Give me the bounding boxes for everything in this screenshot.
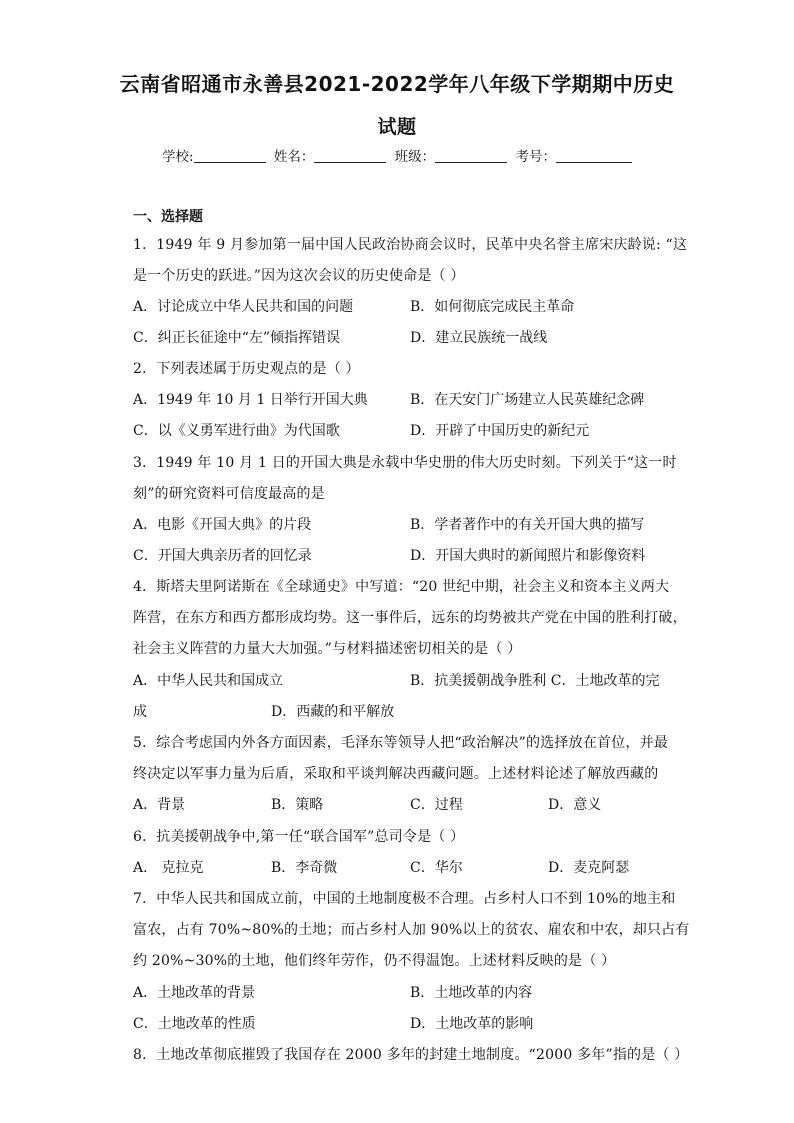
number-field[interactable] [556, 148, 632, 163]
question-7-option-c: C．土地改革的性质 [133, 1016, 256, 1032]
number-label: 考号： [515, 149, 556, 165]
question-4-option-a: A．中华人民共和国成立 [133, 673, 284, 689]
question-2-option-d: D．开辟了中国历史的新纪元 [410, 423, 590, 439]
question-7-text-3: 约 20%~30%的土地，他们终年劳作，仍不得温饱。上述材料反映的是（ ） [133, 953, 616, 969]
question-4-option-c-cont: 成 [133, 704, 147, 720]
question-1-text: 1．1949 年 9 月参加第一届中国人民政治协商会议时，民革中央名誉主席宋庆龄说: “这 [133, 237, 688, 253]
question-4-option-d: D．西藏的和平解放 [271, 704, 395, 720]
question-7-option-b: B．土地改革的内容 [410, 985, 533, 1001]
question-1-option-c: C．纠正长征途中“左”倾指挥错误 [133, 330, 341, 346]
question-5-option-b: B．策略 [271, 797, 324, 813]
question-8-text: 8．土地改革彻底摧毁了我国存在 2000 多年的封建土地制度。“2000 多年”指的是（ ） [133, 1047, 689, 1063]
question-2-option-b: B．在天安门广场建立人民英雄纪念碑 [410, 392, 645, 408]
question-4-text: 4．斯塔夫里阿诺斯在《全球通史》中写道：“20 世纪中期，社会主义和资本主义两大 [133, 579, 670, 595]
question-4-text-3: 社会主义阵营的力量大大加强。”与材料描述密切相关的是（ ） [133, 641, 522, 657]
question-6-option-d: D．麦克阿瑟 [548, 860, 630, 876]
name-field[interactable] [314, 148, 386, 163]
section-heading: 一、选择题 [133, 209, 203, 225]
question-1-option-b: B．如何彻底完成民主革命 [410, 299, 575, 315]
question-3-text: 3．1949 年 10 月 1 日的开国大典是永载中华史册的伟大历史时刻。下列关于“这一时 [133, 455, 677, 471]
question-5-text: 5．综合考虑国内外各方面因素，毛泽东等领导人把“政治解决”的选择放在首位，并最 [133, 735, 669, 751]
question-3-option-a: A．电影《开国大典》的片段 [133, 517, 312, 533]
question-7-text-2: 富农，占有 70%~80%的土地；而占乡村人加 90%以上的贫农、雇农和中农，却只占有 [133, 922, 690, 938]
name-label: 姓名： [273, 149, 315, 165]
question-1-option-a: A．讨论成立中华人民共和国的问题 [133, 299, 354, 315]
question-3-option-d: D．开国大典时的新闻照片和影像资料 [410, 548, 646, 564]
question-2-option-a: A．1949 年 10 月 1 日举行开国大典 [133, 392, 368, 408]
question-4-option-bc: B．抗美援朝战争胜利 C．土地改革的完 [410, 673, 660, 689]
question-6-option-c: C．华尔 [410, 860, 463, 876]
question-7-option-a: A．土地改革的背景 [133, 985, 256, 1001]
student-info-row [0, 145, 794, 165]
question-3-option-b: B．学者著作中的有关开国大典的描写 [410, 517, 645, 533]
class-field[interactable] [435, 148, 507, 163]
question-1-text-2: 是一个历史的跃进。”因为这次会议的历史使命是（ ） [133, 268, 465, 284]
question-5-option-d: D．意义 [548, 797, 602, 813]
question-3-option-c: C．开国大典亲历者的回忆录 [133, 548, 312, 564]
school-label: 学校: [162, 149, 194, 165]
question-4-text-2: 阵营，在东方和西方都形成均势。这一事件后，远东的均势被共产党在中国的胜利打破， [133, 610, 687, 626]
question-6-option-b: B．李奇微 [271, 860, 338, 876]
question-7-text: 7．中华人民共和国成立前，中国的土地制度极不合理。占乡村人口不到 10%的地主和 [133, 891, 676, 907]
question-1-option-d: D．建立民族统一战线 [410, 330, 548, 346]
page-title: 云南省昭通市永善县2021-2022学年八年级下学期期中历史 [119, 72, 675, 96]
question-5-text-2: 终决定以军事力量为后盾，采取和平谈判解决西藏问题。上述材料论述了解放西藏的 [133, 766, 659, 782]
page-title-line2: 试题 [377, 116, 417, 138]
question-2-option-c: C．以《义勇军进行曲》为代国歌 [133, 423, 340, 439]
question-5-option-a: A．背景 [133, 797, 186, 813]
question-7-option-d: D．土地改革的影响 [410, 1016, 534, 1032]
question-6-text: 6．抗美援朝战争中,第一任“联合国军”总司令是（ ） [133, 829, 465, 845]
question-5-option-c: C．过程 [410, 797, 463, 813]
school-field[interactable] [194, 148, 266, 163]
question-2-text: 2．下列表述属于历史观点的是（ ） [133, 361, 360, 377]
question-6-option-a: A． 克拉克 [133, 860, 204, 876]
question-3-text-2: 刻”的研究资料可信度最高的是 [133, 486, 325, 502]
class-label: 班级： [394, 149, 436, 165]
